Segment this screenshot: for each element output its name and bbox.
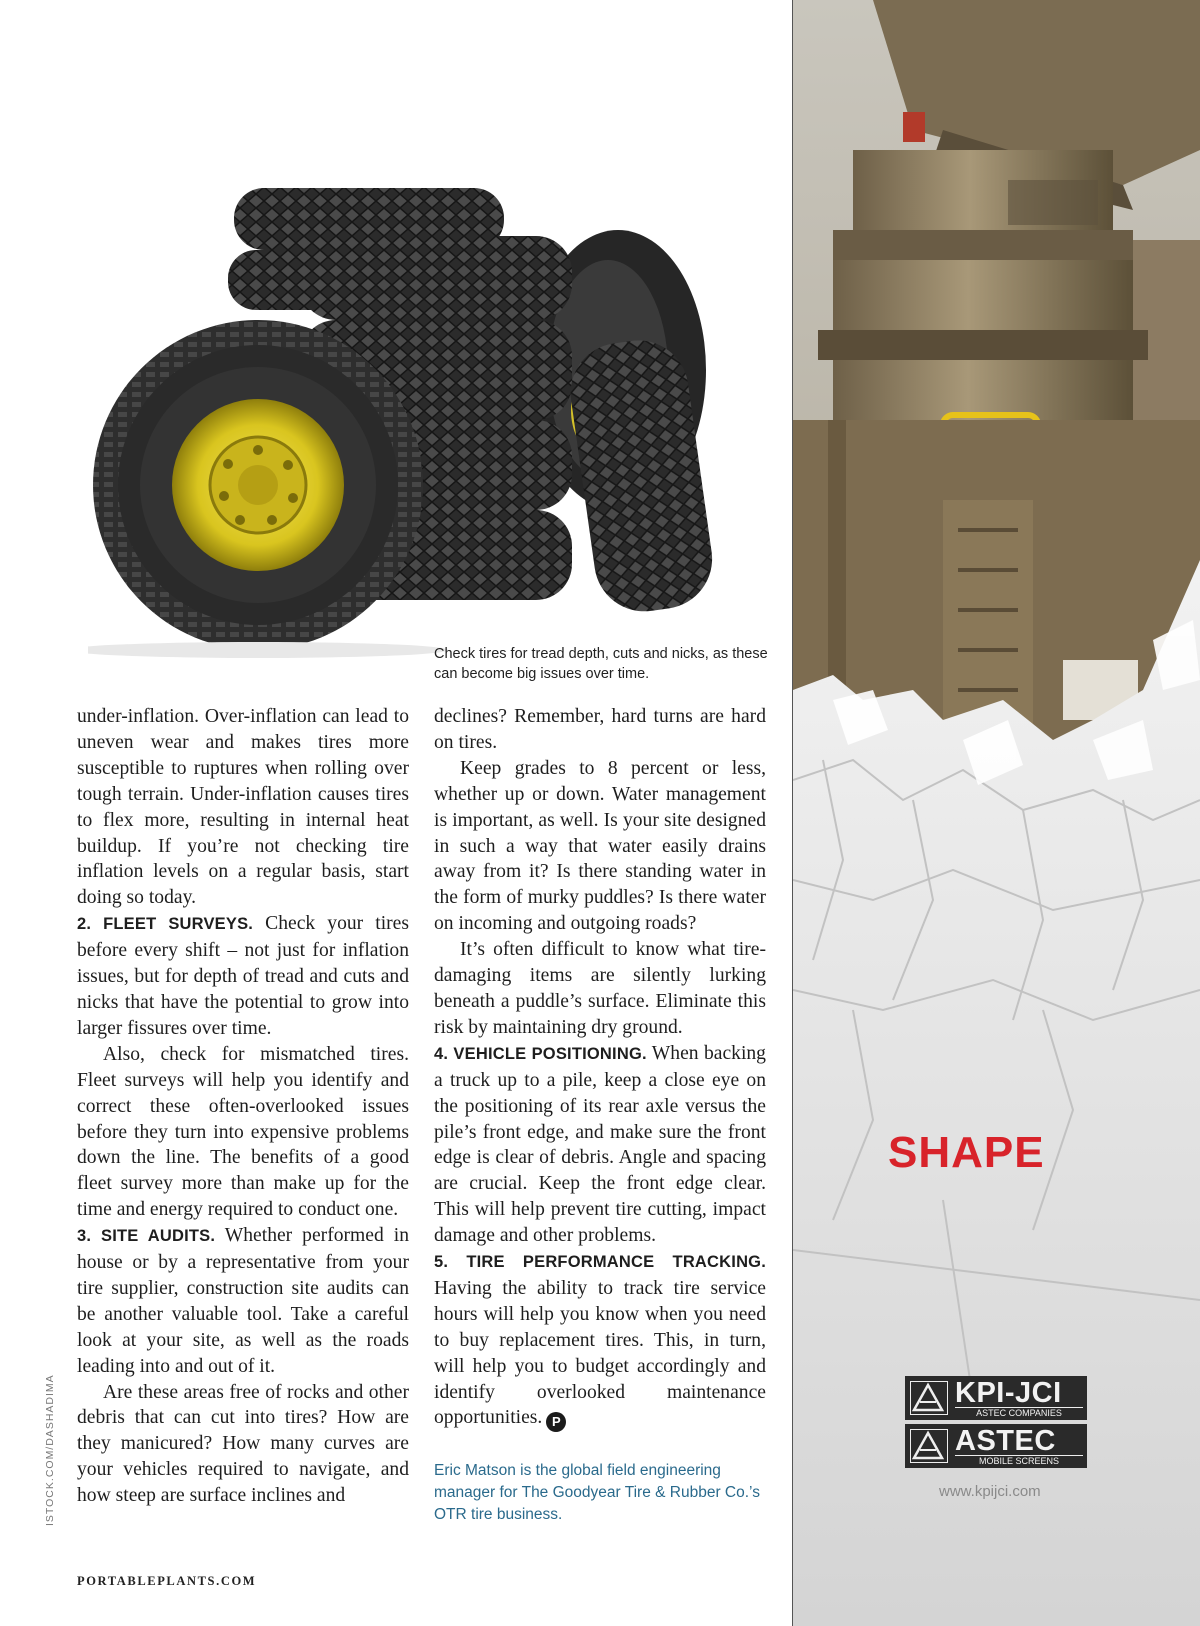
article-column-right <box>434 704 766 1432</box>
author-bio: Eric Matson is the global field engineering manager for The Goodyear Tire & Rubber Co.’s OTR tire business. <box>434 1462 760 1523</box>
paragraph: Also, check for mismatched tires. Fleet surveys will help you identify and correct these often-overlooked issues before they turn into expensive problems down the line. The benefits of a good fleet survey more than make up for the time and energy required to conduct one. <box>77 1043 409 1221</box>
paragraph: It’s often difficult to know what tire-damaging items are silently lurking beneath a puddle’s surface. Eliminate this risk by maintaining dry ground. <box>434 939 766 1038</box>
ad-headline: SHAPE <box>888 1128 1045 1177</box>
image-caption: Check tires for tread depth, cuts and nicks, as these can become big issues over time. <box>434 646 768 682</box>
paragraph <box>77 911 409 1042</box>
article-column-left <box>77 704 409 1509</box>
ad-url-link[interactable]: www.kpijci.com <box>939 1483 1041 1500</box>
paragraph-text: When backing a truck up to a pile, keep a close eye on the positioning of its rear axle versus the pile’s front edge, and make sure the front edge is clear of debris. Angle and spacing are crucial. Keep the front edge clear. This will help prevent tire cutting, impact damage and other problems. <box>434 1042 766 1247</box>
paragraph: Keep grades to 8 percent or less, whether up or down. Water management is important, as well. Is your site designed in such a way that water easily drains away from it? Is there standing water in the form of murky puddles? Is there water on incoming and outgoing roads? <box>434 757 766 935</box>
tires-illustration <box>88 180 738 660</box>
section-heading: 2. FLEET SURVEYS. <box>77 915 254 934</box>
logo-subtitle: ASTEC COMPANIES <box>955 1407 1083 1419</box>
astec-logo[interactable] <box>905 1424 1087 1468</box>
astec-a-icon <box>910 1381 948 1415</box>
advertisement[interactable] <box>793 0 1200 1626</box>
paragraph: under-inflation. Over-inflation can lead to uneven wear and makes tires more susceptible to ruptures when rolling over tough terrain. Under-inflation causes tires to flex more, resulting in internal heat buildup. If you’re not checking tire inflation levels on a regular basis, start doing so today. <box>77 706 409 909</box>
paragraph: declines? Remember, hard turns are hard on tires. <box>434 706 766 753</box>
paragraph-text: Whether performed in house or by a representative from your tire supplier, construction site audits can be another valuable tool. Take a careful look at your site, as well as the roads leading into and out of it. <box>77 1225 409 1377</box>
paragraph-text: Having the ability to track tire service hours will help you know when you need to buy replacement tires. This, in turn, will help you to budget accordingly and identify overlooked maintenance opportunities. <box>434 1277 766 1429</box>
logo-name: ASTEC <box>955 1425 1056 1457</box>
paragraph <box>77 1223 409 1379</box>
astec-a-icon <box>910 1429 948 1463</box>
footer-url: PORTABLEPLANTS.COM <box>77 1574 257 1588</box>
section-heading: 5. TIRE PERFORMANCE TRACKING. <box>434 1253 766 1272</box>
end-mark-icon: P <box>546 1412 566 1432</box>
photo-credit: ISTOCK.COM/DASHADIMA <box>44 1374 56 1526</box>
paragraph <box>434 1041 766 1249</box>
logo-subtitle: MOBILE SCREENS <box>955 1455 1083 1467</box>
section-heading: 4. VEHICLE POSITIONING. <box>434 1044 647 1063</box>
kpi-jci-logo[interactable] <box>905 1376 1087 1420</box>
logo-name: KPI-JCI <box>955 1377 1062 1409</box>
paragraph: Are these areas free of rocks and other debris that can cut into tires? How are they manicured? How many curves are your vehicles required to navigate, and how steep are surface inclines and <box>77 1381 409 1507</box>
section-heading: 3. SITE AUDITS. <box>77 1227 216 1246</box>
paragraph-text: Check your tires before every shift – not just for inflation issues, but for depth of tread and cuts and nicks that have the potential to grow into larger fissures over time. <box>77 913 409 1039</box>
paragraph <box>434 1249 766 1432</box>
